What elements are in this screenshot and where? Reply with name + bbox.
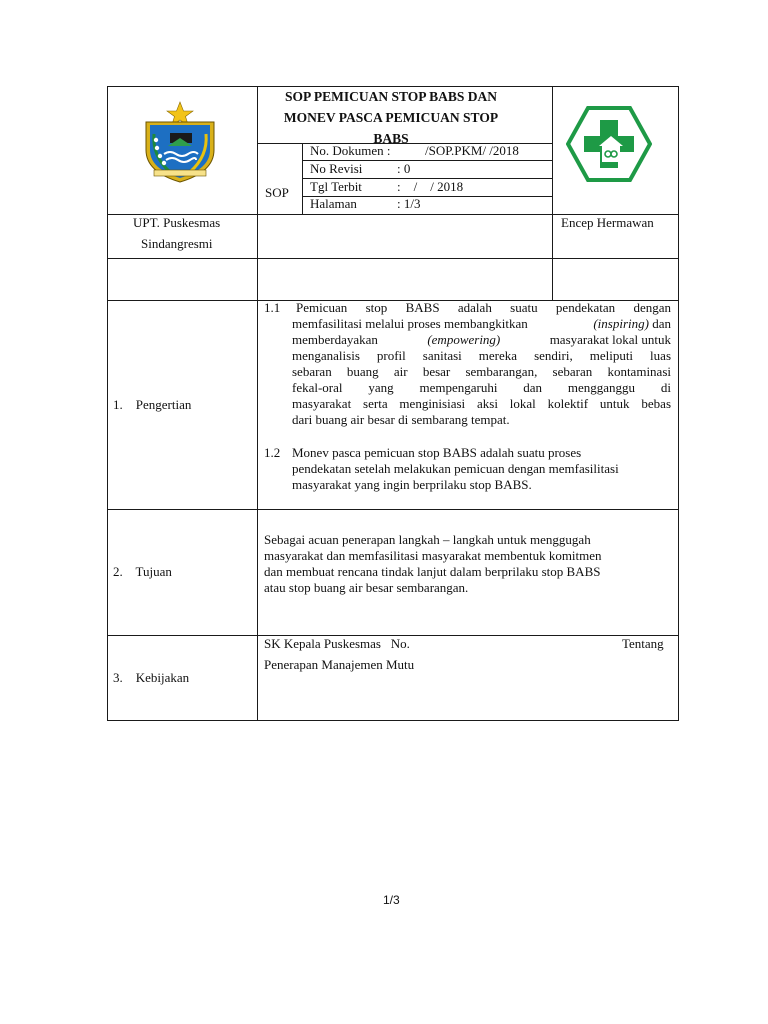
doc-number-value: /SOP.PKM/ /2018: [425, 143, 519, 158]
title-line: SOP PEMICUAN STOP BABS DAN: [284, 89, 498, 104]
paragraph-line: atau stop buang air besar sembarangan.: [264, 580, 469, 595]
title-line: MONEV PASCA PEMICUAN STOP: [283, 110, 499, 125]
paragraph-line: [292, 316, 671, 332]
paragraph-line: dan membuat rencana tindak lanjut dalam berprilaku stop BABS: [264, 564, 601, 579]
org-name-line1: UPT. Puskesmas: [133, 215, 221, 230]
issue-date-value: : / / 2018: [397, 179, 464, 194]
italic-term: (empowering): [427, 332, 501, 347]
table-border-right: [678, 86, 679, 721]
paragraph-line: fekal-oral yang mempengaruhi dan mengganggu di: [292, 380, 671, 395]
title-line: BABS: [373, 131, 409, 146]
paragraph-line: masyarakat dan memfasilitasi masyarakat membentuk komitmen: [264, 548, 602, 563]
crest-emblem-icon: [140, 100, 220, 186]
text-run: dan: [652, 316, 671, 331]
policy-line: Penerapan Manajemen Mutu: [264, 657, 415, 672]
page-number: 1/3: [383, 893, 400, 907]
paragraph-line: Monev pasca pemicuan stop BABS adalah suatu proses: [292, 445, 582, 460]
regional-crest-logo: [140, 100, 220, 186]
signatory-name: Encep Hermawan: [561, 215, 654, 230]
table-border-bottom: [107, 720, 679, 721]
doc-number-label: No. Dokumen :: [310, 143, 391, 158]
page-value: : 1/3: [397, 196, 421, 211]
column-divider-right: [552, 86, 553, 301]
paragraph-line: sebaran buang air besar sembarangan, sebaran kontaminasi: [292, 364, 671, 379]
org-name-line2: Sindangresmi: [141, 236, 213, 251]
text-run: memberdayakan: [292, 332, 378, 347]
puskesmas-cross-logo: [566, 106, 652, 182]
text-run: memfasilitasi melalui proses membangkitkan: [292, 316, 528, 331]
health-cross-icon: [566, 106, 652, 182]
row-divider: [107, 258, 679, 259]
column-divider-left: [257, 86, 258, 721]
text-run: masyarakat lokal untuk: [549, 332, 671, 347]
paragraph-number: 1.1: [264, 300, 281, 315]
section-label-tujuan: 2. Tujuan: [113, 564, 172, 579]
sop-label: SOP: [265, 185, 289, 200]
policy-about: Tentang: [622, 636, 664, 651]
revision-value: : 0: [397, 161, 411, 176]
page-label: Halaman: [310, 196, 357, 211]
text-run: [593, 316, 671, 332]
paragraph-line: Sebagai acuan penerapan langkah – langkah untuk menggugah: [264, 532, 591, 547]
section-label-kebijakan: 3. Kebijakan: [113, 670, 190, 685]
paragraph-line: Pemicuan stop BABS adalah suatu pendekatan dengan: [296, 300, 671, 315]
sop-divider: [302, 143, 303, 215]
issue-date-label: Tgl Terbit: [310, 179, 362, 194]
paragraph-line: masyarakat yang ingin berprilaku stop BABS.: [292, 477, 532, 492]
table-border-left: [107, 86, 108, 721]
paragraph-line: masyarakat serta menginisiasi aksi lokal kolektif untuk bebas: [292, 396, 671, 411]
revision-label: No Revisi: [310, 161, 363, 176]
document-title: [260, 86, 522, 149]
policy-line: SK Kepala Puskesmas No.: [264, 636, 410, 651]
paragraph-line: menganalisis profil sanitasi mereka sendiri, meliputi luas: [292, 348, 671, 363]
paragraph-line: pendekatan setelah melakukan pemicuan dengan memfasilitasi: [292, 461, 619, 476]
paragraph-number: 1.2: [264, 445, 281, 460]
section-label-pengertian: 1. Pengertian: [113, 397, 192, 412]
row-divider: [107, 509, 679, 510]
paragraph-line: [292, 332, 671, 348]
paragraph-line: dari buang air besar di sembarang tempat.: [292, 412, 510, 427]
italic-term: (inspiring): [593, 316, 649, 331]
